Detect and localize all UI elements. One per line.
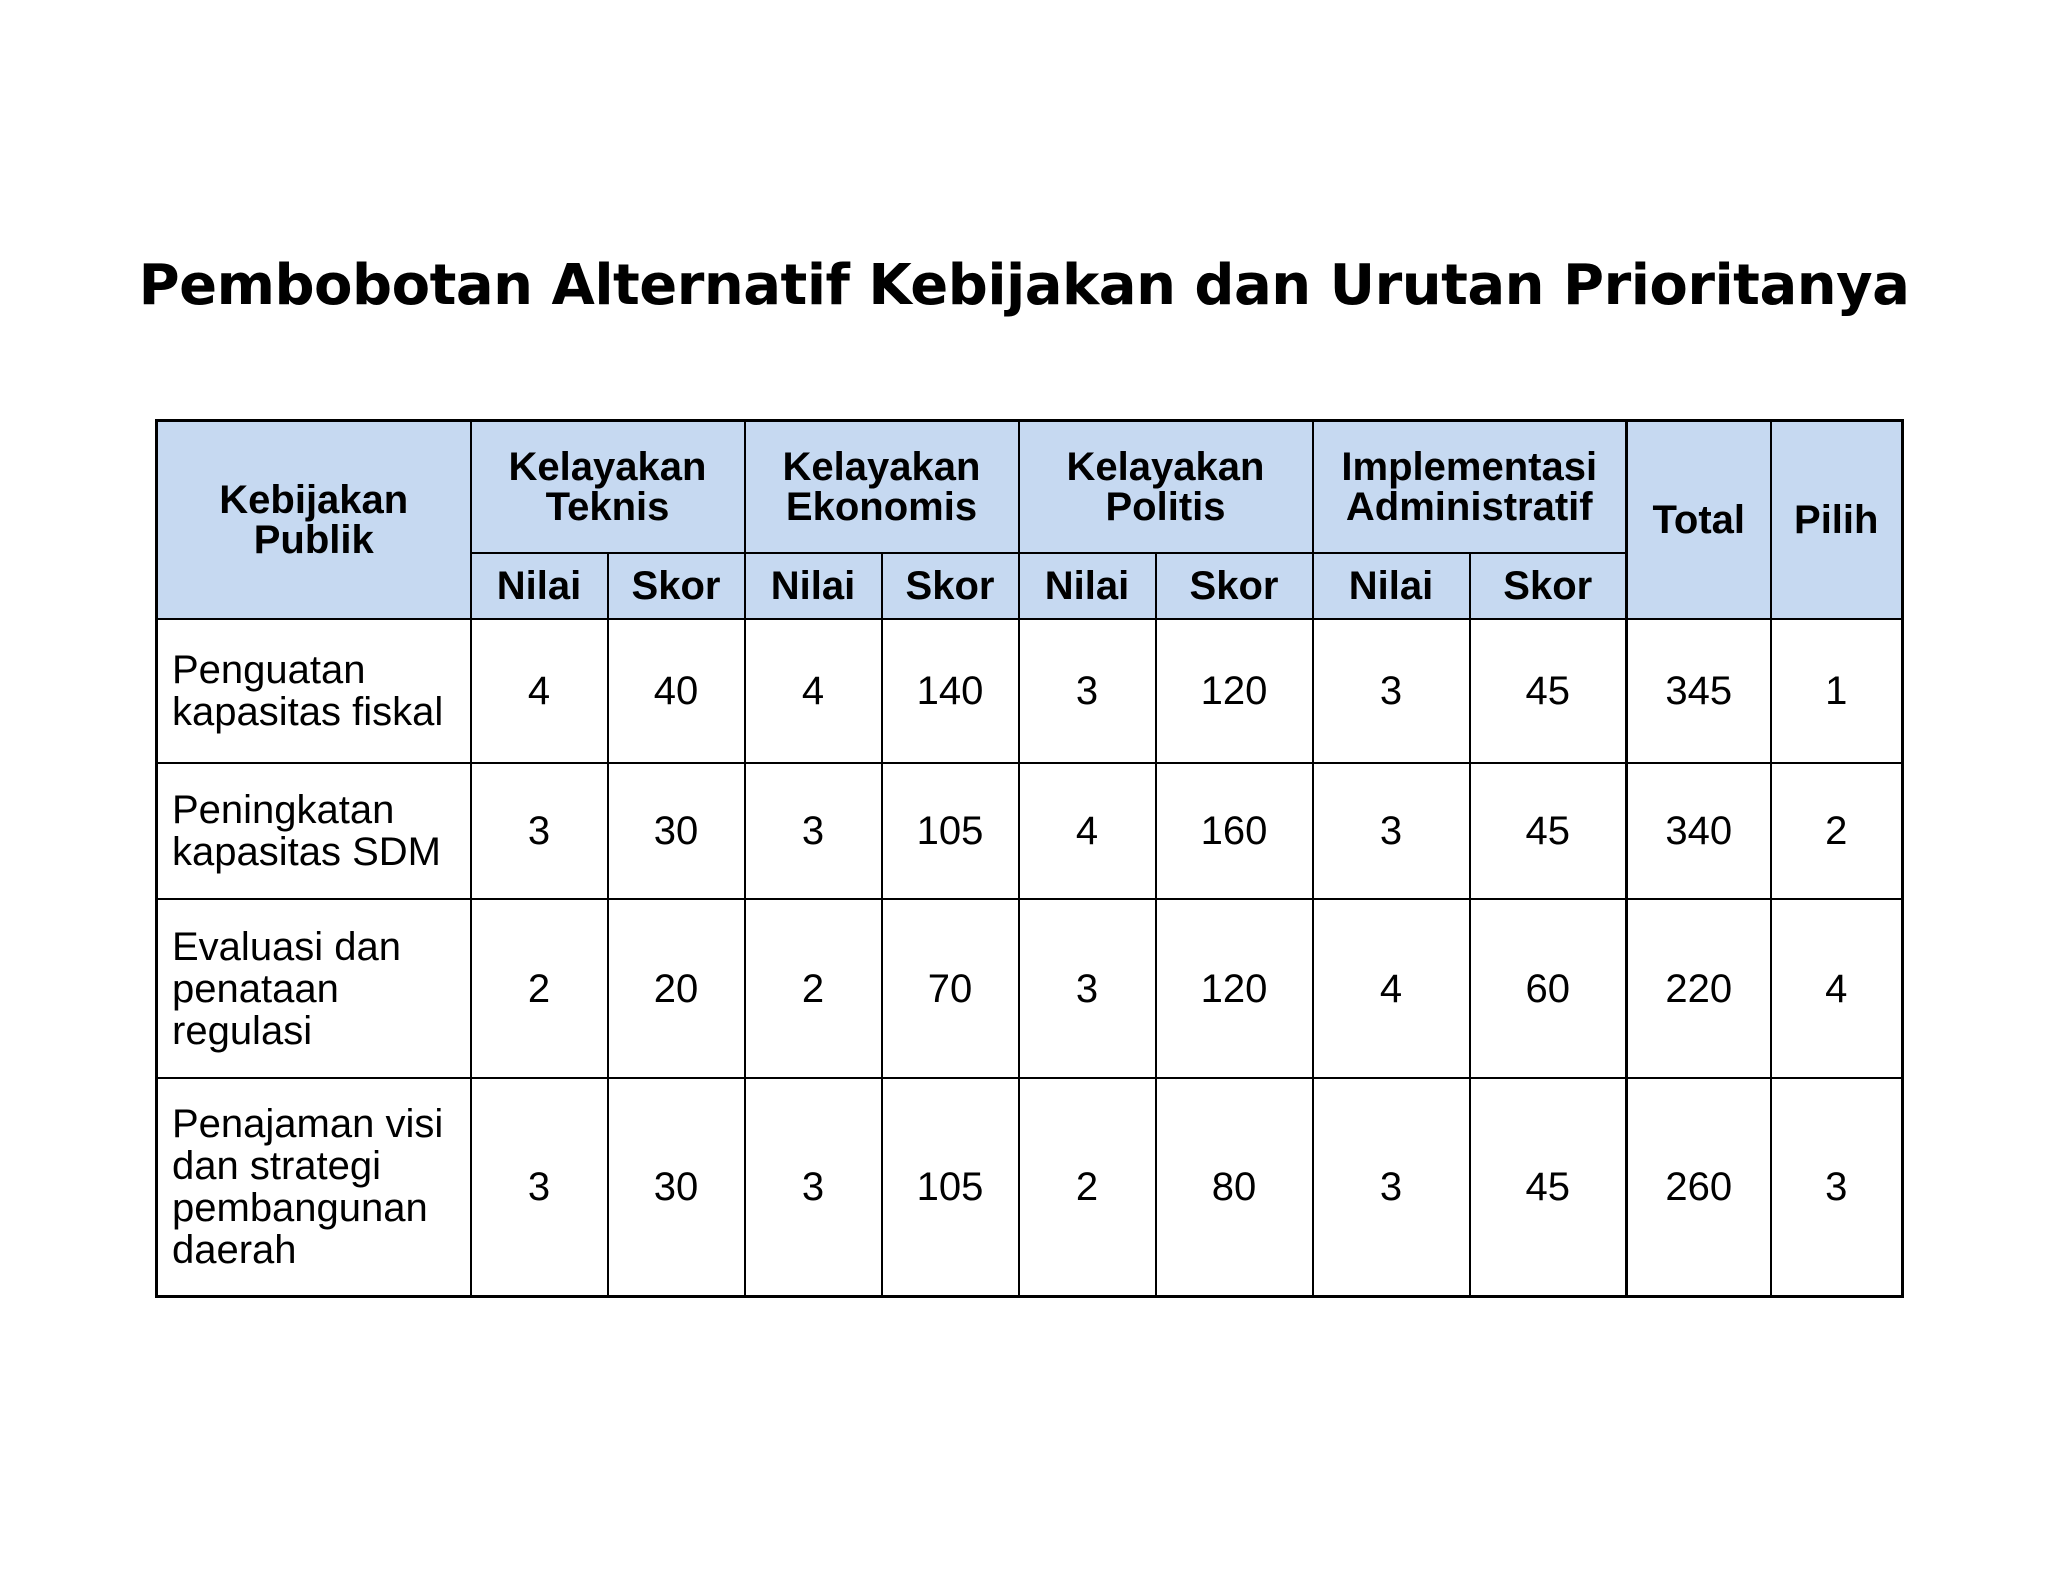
cell-skor-administratif: 45 — [1470, 763, 1627, 899]
policy-name: Evaluasi dan penataan regulasi — [157, 899, 471, 1078]
cell-skor-teknis: 30 — [608, 763, 745, 899]
cell-pilih: 3 — [1771, 1078, 1903, 1297]
policy-name: Penajaman visi dan strategi pembangunan daerah — [157, 1078, 471, 1297]
table-row — [157, 619, 1903, 763]
cell-skor-ekonomis: 140 — [882, 619, 1019, 763]
header-group-teknis — [471, 421, 745, 554]
cell-nilai-teknis: 3 — [471, 763, 608, 899]
cell-nilai-administratif: 3 — [1313, 619, 1470, 763]
header-nilai: Nilai — [471, 553, 608, 619]
cell-nilai-ekonomis: 2 — [745, 899, 882, 1078]
cell-skor-ekonomis: 105 — [882, 1078, 1019, 1297]
cell-pilih: 1 — [1771, 619, 1903, 763]
header-group-label: Kelayakan Teknis — [508, 445, 707, 529]
cell-nilai-teknis: 4 — [471, 619, 608, 763]
header-group-politis — [1019, 421, 1313, 554]
cell-skor-teknis: 20 — [608, 899, 745, 1078]
cell-skor-administratif: 45 — [1470, 619, 1627, 763]
header-group-administratif — [1313, 421, 1627, 554]
policy-weighting-table — [155, 419, 1904, 1298]
header-policy — [157, 421, 471, 620]
header-row-groups — [157, 421, 1903, 554]
cell-nilai-ekonomis: 3 — [745, 1078, 882, 1297]
header-group-ekonomis — [745, 421, 1019, 554]
cell-nilai-teknis: 3 — [471, 1078, 608, 1297]
policy-name: Peningkatan kapasitas SDM — [157, 763, 471, 899]
header-skor: Skor — [1470, 553, 1627, 619]
cell-skor-ekonomis: 105 — [882, 763, 1019, 899]
cell-skor-politis: 80 — [1156, 1078, 1313, 1297]
cell-nilai-ekonomis: 4 — [745, 619, 882, 763]
header-skor: Skor — [882, 553, 1019, 619]
table-row — [157, 763, 1903, 899]
cell-skor-ekonomis: 70 — [882, 899, 1019, 1078]
header-group-label: Implementasi Administratif — [1341, 445, 1598, 529]
cell-nilai-politis: 3 — [1019, 899, 1156, 1078]
cell-skor-politis: 120 — [1156, 619, 1313, 763]
header-pilih — [1771, 421, 1903, 620]
page-title: Pembobotan Alternatif Kebijakan dan Urutan Prioritanya — [138, 253, 1910, 318]
cell-nilai-administratif: 3 — [1313, 1078, 1470, 1297]
cell-pilih: 4 — [1771, 899, 1903, 1078]
cell-nilai-teknis: 2 — [471, 899, 608, 1078]
cell-skor-politis: 160 — [1156, 763, 1313, 899]
cell-total: 220 — [1627, 899, 1771, 1078]
header-policy-label: Kebijakan Publik — [219, 478, 409, 562]
cell-pilih: 2 — [1771, 763, 1903, 899]
cell-nilai-ekonomis: 3 — [745, 763, 882, 899]
header-nilai: Nilai — [1313, 553, 1470, 619]
header-skor: Skor — [608, 553, 745, 619]
cell-total: 260 — [1627, 1078, 1771, 1297]
cell-skor-politis: 120 — [1156, 899, 1313, 1078]
cell-skor-administratif: 60 — [1470, 899, 1627, 1078]
cell-nilai-politis: 2 — [1019, 1078, 1156, 1297]
cell-nilai-politis: 4 — [1019, 763, 1156, 899]
table-row — [157, 899, 1903, 1078]
header-total — [1627, 421, 1771, 620]
header-group-label: Kelayakan Ekonomis — [782, 445, 981, 529]
cell-skor-teknis: 30 — [608, 1078, 745, 1297]
table-row — [157, 1078, 1903, 1297]
policy-name: Penguatan kapasitas fiskal — [157, 619, 471, 763]
header-skor: Skor — [1156, 553, 1313, 619]
header-nilai: Nilai — [745, 553, 882, 619]
cell-nilai-administratif: 4 — [1313, 899, 1470, 1078]
cell-skor-administratif: 45 — [1470, 1078, 1627, 1297]
cell-nilai-administratif: 3 — [1313, 763, 1470, 899]
cell-nilai-politis: 3 — [1019, 619, 1156, 763]
header-nilai: Nilai — [1019, 553, 1156, 619]
cell-skor-teknis: 40 — [608, 619, 745, 763]
header-total-label: Total — [1652, 498, 1746, 542]
cell-total: 340 — [1627, 763, 1771, 899]
cell-total: 345 — [1627, 619, 1771, 763]
header-pilih-label: Pilih — [1794, 498, 1879, 542]
header-group-label: Kelayakan Politis — [1066, 445, 1265, 529]
